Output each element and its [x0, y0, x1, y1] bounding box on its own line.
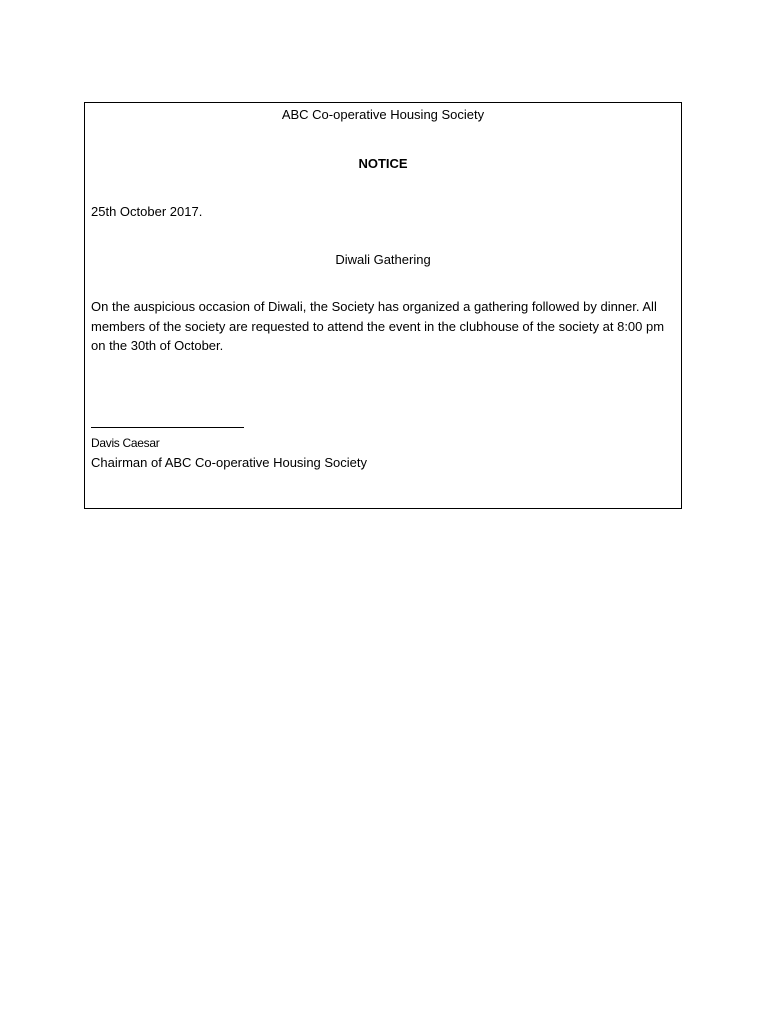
notice-heading: NOTICE: [358, 156, 408, 171]
society-name: ABC Co-operative Housing Society: [281, 107, 485, 122]
signatory-title: Chairman of ABC Co-operative Housing Society: [91, 455, 368, 470]
notice-body: On the auspicious occasion of Diwali, the Society has organized a gathering followed by dinner. All members of the society are requested to attend the event in the clubhouse of the society at 8:00 pm on the 30th of October.: [91, 299, 665, 353]
signatory-name: Davis Caesar: [91, 436, 160, 450]
signature-line: [91, 427, 244, 428]
notice-date: 25th October 2017.: [91, 204, 203, 219]
notice-box: [84, 102, 682, 509]
event-title: Diwali Gathering: [335, 252, 431, 267]
